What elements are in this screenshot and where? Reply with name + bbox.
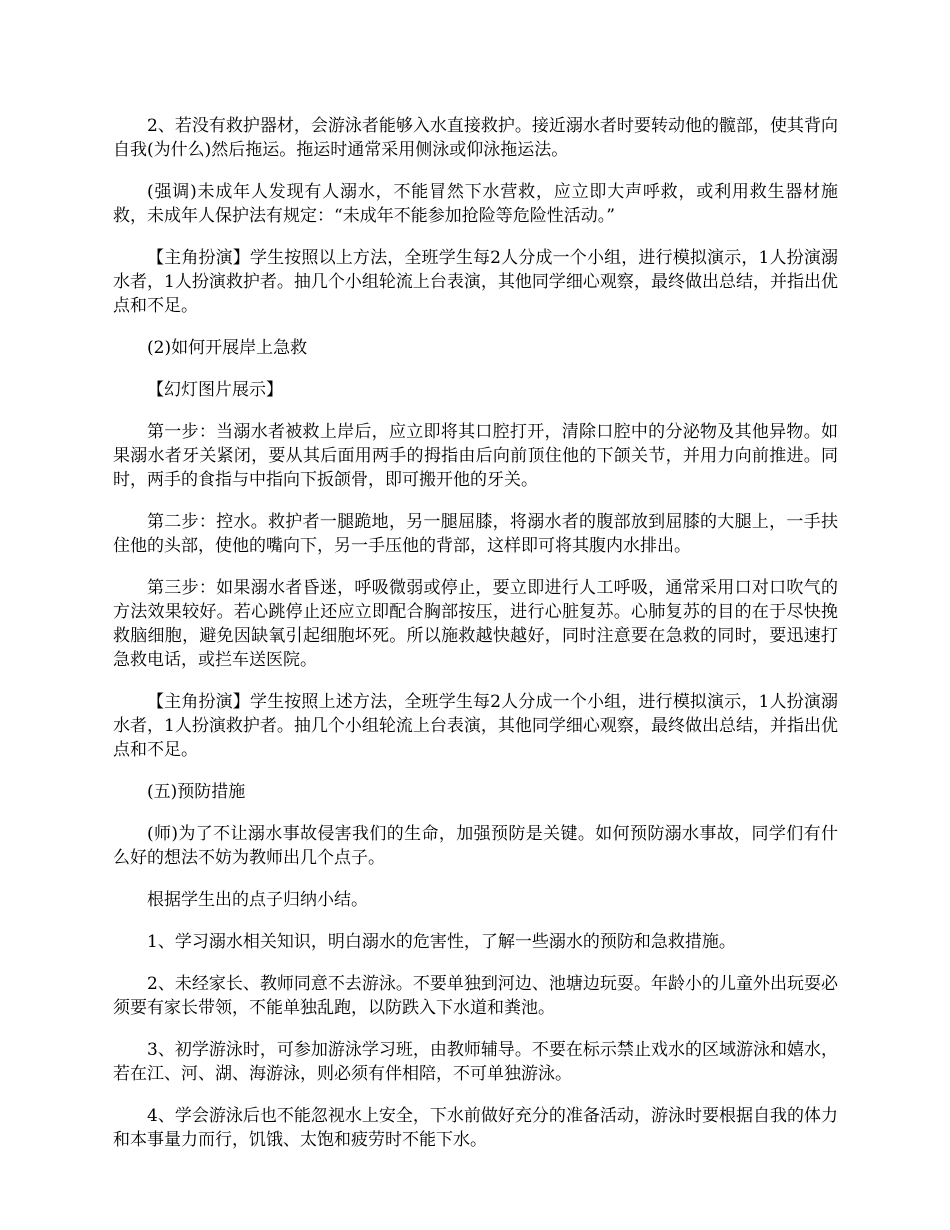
paragraph-point-3: 3、初学游泳时，可参加游泳学习班，由教师辅导。不要在标示禁止戏水的区域游泳和嬉水，若在江、河、湖、海游泳，则必须有伴相陪，不可单独游泳。 xyxy=(113,1040,838,1084)
paragraph-point-1: 1、学习溺水相关知识，明白溺水的危害性，了解一些溺水的预防和急救措施。 xyxy=(147,932,736,952)
paragraph-rescue-in-water: 2、若没有救护器材，会游泳者能够入水直接救护。接近溺水者时要转动他的髋部，使其背向自我(为什么)然后拖运。拖运时通常采用侧泳或仰泳拖运法。 xyxy=(113,116,838,160)
paragraph-summary-intro: 根据学生出的点子归纳小结。 xyxy=(147,890,368,910)
paragraph-teacher-question: (师)为了不让溺水事故侵害我们的生命，加强预防是关键。如何预防溺水事故，同学们有什么好的想法不妨为教师出几个点子。 xyxy=(113,824,838,868)
paragraph-step-one: 第一步：当溺水者被救上岸后，应立即将其口腔打开，清除口腔中的分泌物及其他异物。如果溺水者牙关紧闭，要从其后面用两手的拇指由后向前顶住他的下颌关节，并用力向前推进。同时，两手的食指与中指向下扳颌骨，即可搬开他的牙关。 xyxy=(113,422,838,490)
paragraph-heading-shore-rescue: (2)如何开展岸上急救 xyxy=(147,338,308,358)
paragraph-step-two: 第二步：控水。救护者一腿跪地，另一腿屈膝，将溺水者的腹部放到屈膝的大腿上，一手扶住他的头部，使他的嘴向下，另一手压他的背部，这样即可将其腹内水排出。 xyxy=(113,512,838,556)
paragraph-point-2: 2、未经家长、教师同意不去游泳。不要单独到河边、池塘边玩耍。年龄小的儿童外出玩耍必须要有家长带领，不能单独乱跑，以防跌入下水道和粪池。 xyxy=(113,974,838,1018)
paragraph-role-play-2: 【主角扮演】学生按照上述方法，全班学生每2人分成一个小组，进行模拟演示，1人扮演溺水者，1人扮演救护者。抽几个小组轮流上台表演，其他同学细心观察，最终做出总结，并指出优点和不足。 xyxy=(113,692,838,760)
paragraph-step-three: 第三步：如果溺水者昏迷，呼吸微弱或停止，要立即进行人工呼吸，通常采用口对口吹气的方法效果较好。若心跳停止还应立即配合胸部按压，进行心脏复苏。心肺复苏的目的在于尽快挽救脑细胞，避免因缺氧引起细胞坏死。所以施救越快越好，同时注意要在急救的同时，要迅速打急救电话，或拦车送医院。 xyxy=(113,578,838,670)
paragraph-heading-prevention: (五)预防措施 xyxy=(147,782,246,802)
document-page xyxy=(113,114,838,1170)
paragraph-emphasis-minors: (强调)未成年人发现有人溺水，不能冒然下水营救，应立即大声呼救，或利用救生器材施救，未成年人保护法有规定：“未成年不能参加抢险等危险性活动。” xyxy=(113,182,838,226)
paragraph-point-4: 4、学会游泳后也不能忽视水上安全，下水前做好充分的准备活动，游泳时要根据自我的体力和本事量力而行，饥饿、太饱和疲劳时不能下水。 xyxy=(113,1106,838,1150)
paragraph-slide-show: 【幻灯图片展示】 xyxy=(147,380,283,400)
paragraph-role-play-1: 【主角扮演】学生按照以上方法，全班学生每2人分成一个小组，进行模拟演示，1人扮演溺水者，1人扮演救护者。抽几个小组轮流上台表演，其他同学细心观察，最终做出总结，并指出优点和不足。 xyxy=(113,248,838,316)
